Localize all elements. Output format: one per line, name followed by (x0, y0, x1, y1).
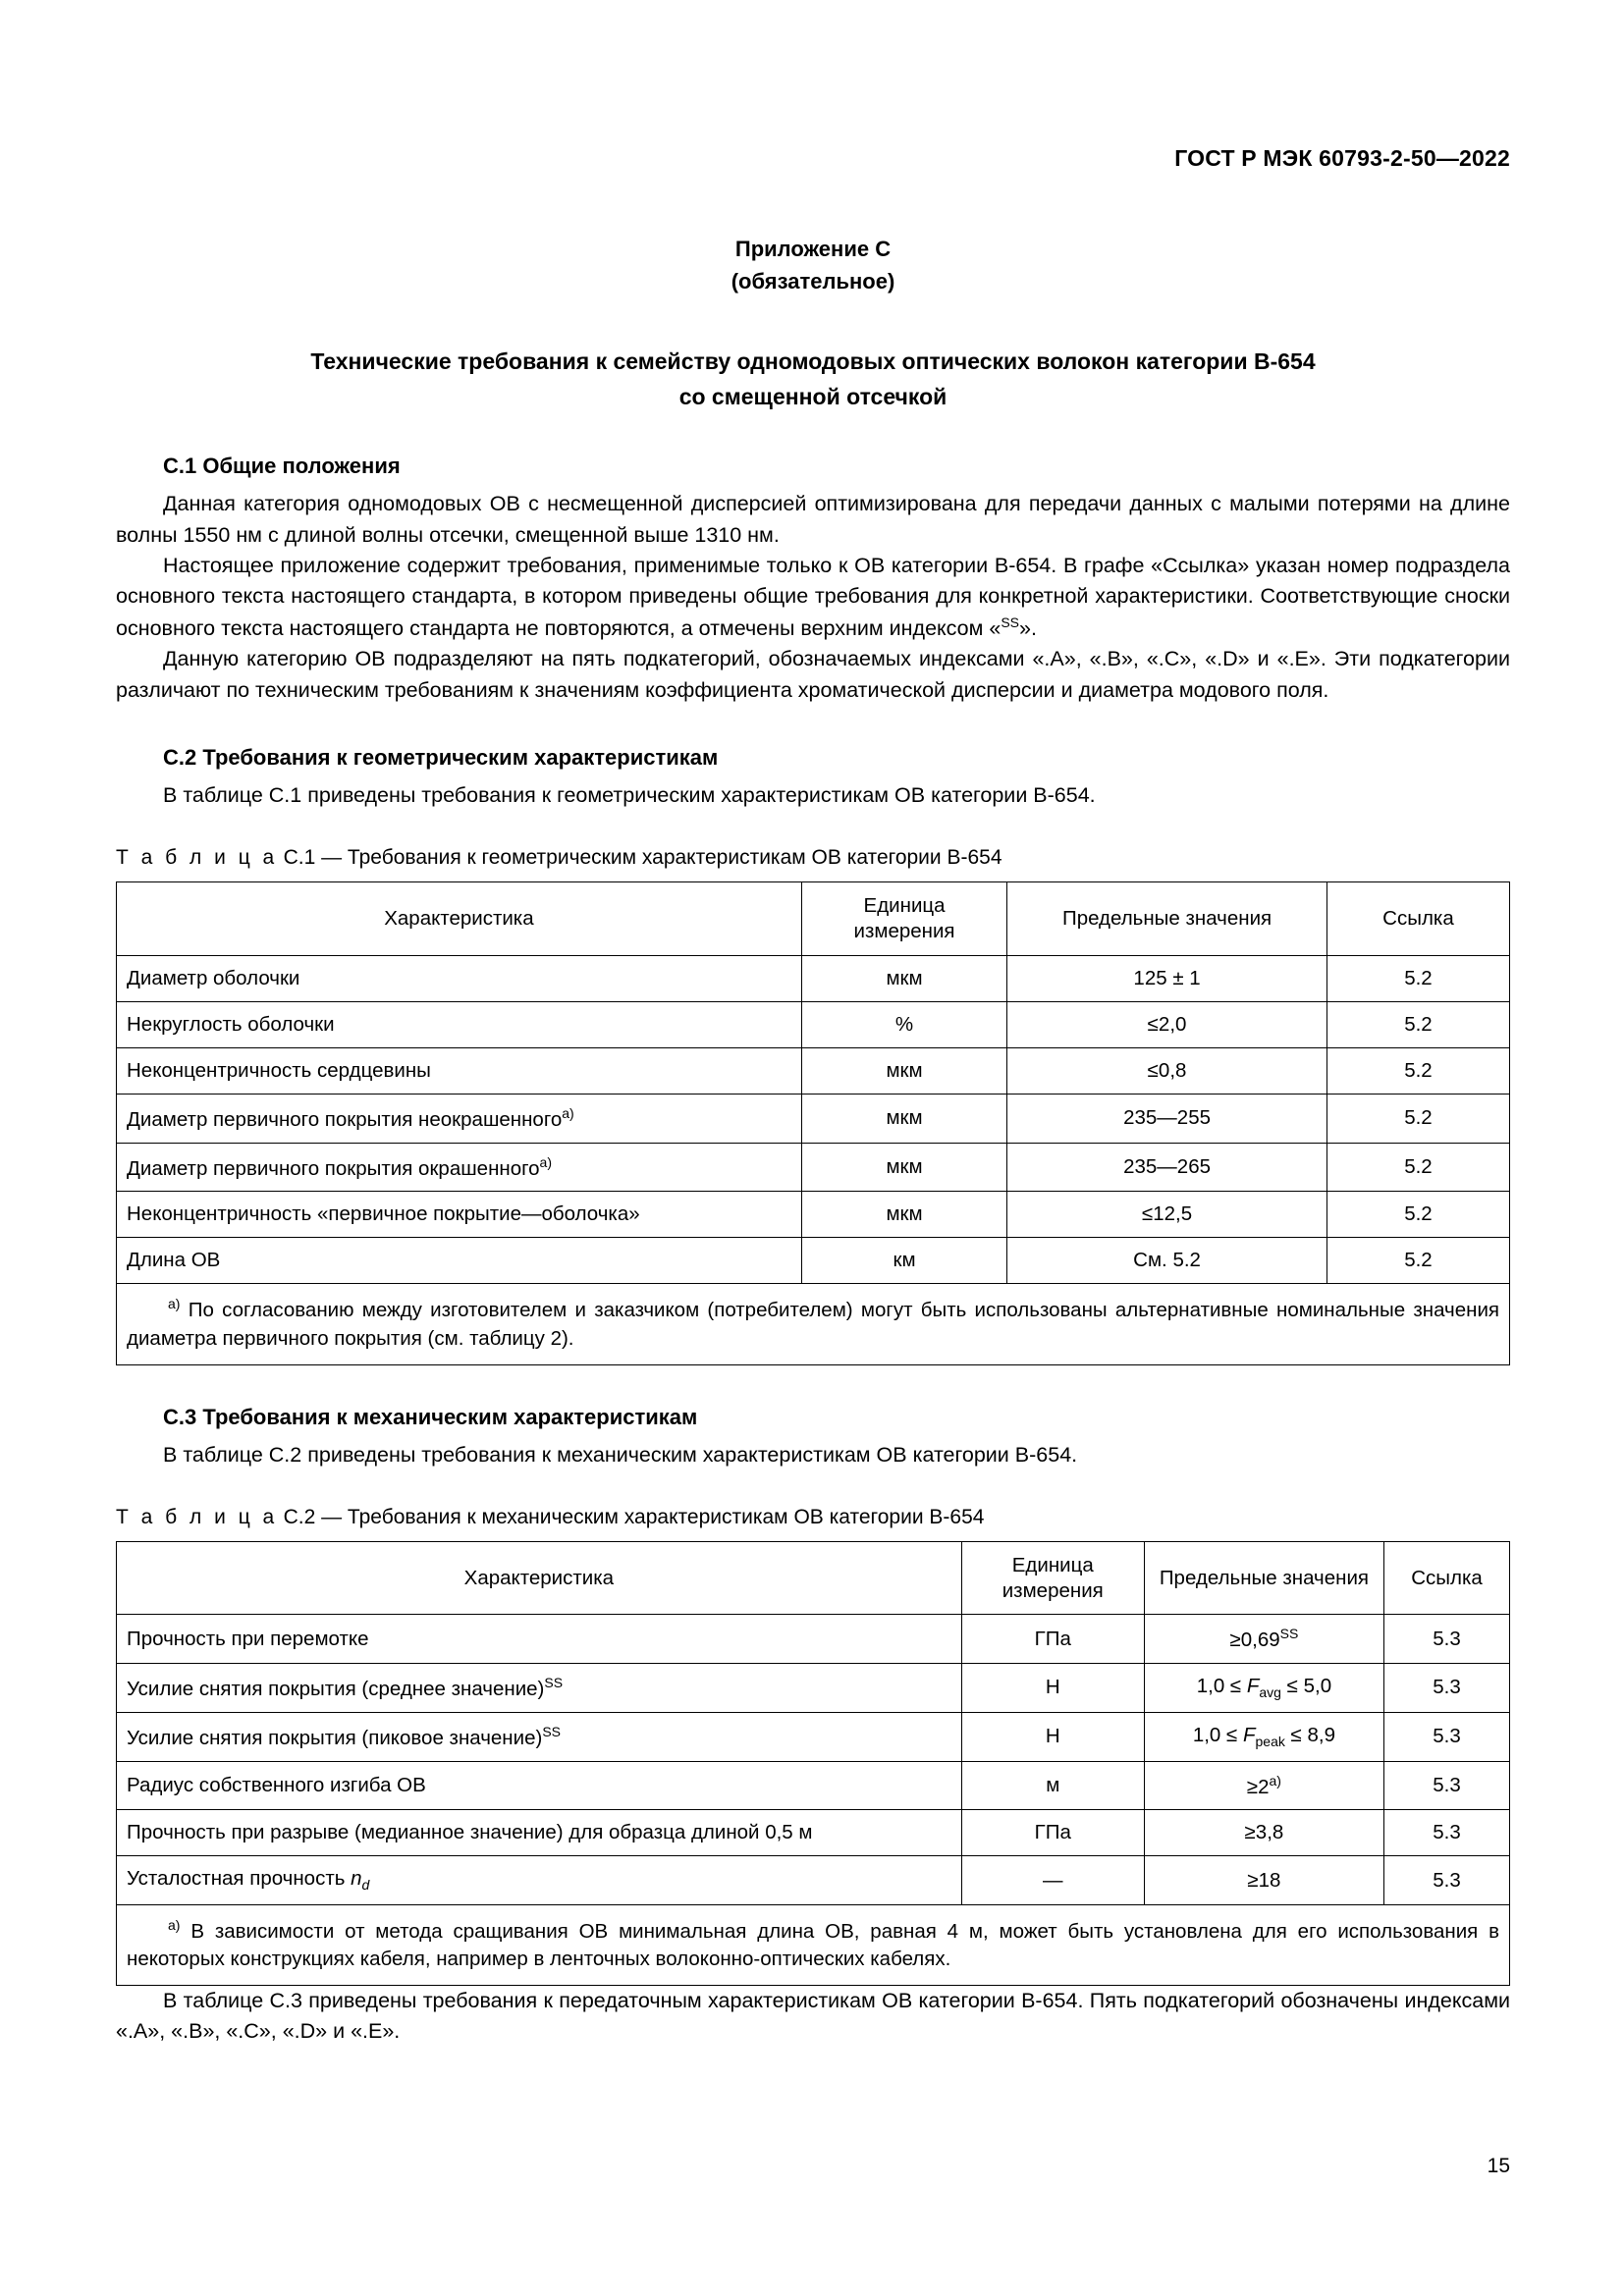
cell-name-superscript: а) (539, 1153, 552, 1170)
cell-unit: ГПа (961, 1615, 1144, 1664)
table-row (117, 1856, 1510, 1904)
main-title-line1: Технические требования к семейству одномодовых оптических волокон категории В-654 (310, 348, 1316, 374)
cell-limit (1144, 1664, 1383, 1713)
appendix-subtitle: (обязательное) (731, 269, 895, 294)
cell-name: Прочность при перемотке (117, 1615, 962, 1664)
table-row (117, 955, 1510, 1001)
main-title-line2: со смещенной отсечкой (678, 383, 947, 409)
cell-ref: 5.2 (1326, 1192, 1509, 1238)
cell-name-text: Усилие снятия покрытия (среднее значение) (127, 1677, 545, 1700)
cell-ref: 5.2 (1326, 1094, 1509, 1143)
page-number: 15 (1487, 2155, 1510, 2177)
table-c1-footnote (117, 1284, 1510, 1364)
cell-limit: 125 ± 1 (1007, 955, 1327, 1001)
c1-p2-part-b: ». (1019, 615, 1037, 640)
cell-ref: 5.3 (1384, 1615, 1510, 1664)
cell-name (117, 1143, 802, 1192)
cell-name: Длина ОВ (117, 1238, 802, 1284)
appendix-title: Приложение С (734, 237, 892, 261)
cell-unit: мкм (801, 1094, 1006, 1143)
c1-p2-superscript: SS (1001, 614, 1020, 630)
cell-name (117, 1094, 802, 1143)
table-row (117, 1761, 1510, 1810)
table-row (117, 1664, 1510, 1713)
section-c1-paragraph-1: Данная категория одномодовых ОВ с несмещенной дисперсией оптимизирована для передачи данных с малыми потерями на длине волны 1550 нм с длиной волны отсечки, смещенной выше 1310 нм. (116, 492, 1510, 547)
table-c1-header-row (117, 882, 1510, 955)
page-content (116, 0, 1510, 2048)
cell-unit: ГПа (961, 1810, 1144, 1856)
cell-unit: — (961, 1856, 1144, 1904)
cell-unit: % (801, 1001, 1006, 1047)
table-c1 (116, 881, 1510, 1364)
footnote-marker: а) (168, 1916, 181, 1933)
appendix-main-title (116, 345, 1510, 414)
cell-unit: Н (961, 1664, 1144, 1713)
cell-name-superscript: SS (542, 1723, 561, 1739)
cell-name: Неконцентричность «первичное покрытие—оболочка» (117, 1192, 802, 1238)
footnote-marker: а) (168, 1296, 181, 1312)
table-c2-col-unit: Единица измерения (961, 1541, 1144, 1614)
cell-limit (1144, 1712, 1383, 1761)
table-c1-col-limits: Предельные значения (1007, 882, 1327, 955)
cell-limit-text: ≥0,69 (1229, 1629, 1280, 1651)
cell-limit: 235—255 (1007, 1094, 1327, 1143)
cell-limit-prefix: 1,0 ≤ (1192, 1724, 1243, 1747)
cell-ref: 5.3 (1384, 1664, 1510, 1713)
final-paragraph: В таблице С.3 приведены требования к передаточным характеристикам ОВ категории В-654. Пять подкатегорий обозначены индексами «.А», «.В», «.С», «.D» и «.Е». (116, 1988, 1510, 2044)
cell-unit: Н (961, 1712, 1144, 1761)
cell-ref: 5.2 (1326, 1047, 1509, 1094)
cell-name: Радиус собственного изгиба ОВ (117, 1761, 962, 1810)
cell-limit-subscript: peak (1255, 1734, 1285, 1750)
cell-limit-superscript: SS (1279, 1626, 1299, 1642)
cell-ref: 5.3 (1384, 1856, 1510, 1904)
section-c1-heading: С.1 Общие положения (163, 454, 401, 479)
table-c1-caption (116, 846, 1510, 870)
cell-limit-subscript: avg (1259, 1684, 1281, 1701)
cell-unit: км (801, 1238, 1006, 1284)
cell-limit: ≤0,8 (1007, 1047, 1327, 1094)
table-row (117, 1143, 1510, 1192)
cell-limit-superscript: а) (1269, 1772, 1281, 1789)
cell-ref: 5.2 (1326, 1001, 1509, 1047)
cell-name: Диаметр оболочки (117, 955, 802, 1001)
cell-name-text: Диаметр первичного покрытия окрашенного (127, 1156, 540, 1180)
cell-limit: 235—265 (1007, 1143, 1327, 1192)
cell-limit: ≤12,5 (1007, 1192, 1327, 1238)
table-c2-col-reference: Ссылка (1384, 1541, 1510, 1614)
cell-limit (1144, 1615, 1383, 1664)
table-row (117, 1047, 1510, 1094)
cell-name-variable: n (351, 1867, 362, 1891)
cell-limit-suffix: ≤ 8,9 (1284, 1724, 1335, 1747)
cell-unit: мкм (801, 1047, 1006, 1094)
footnote-text: По согласованию между изготовителем и заказчиком (потребителем) могут быть использованы альтернативные номинальные значения диаметра первичного покрытия (см. таблицу 2). (127, 1299, 1499, 1350)
page-header: ГОСТ Р МЭК 60793-2-50—2022 (1174, 145, 1510, 171)
table-c1-col-characteristic: Характеристика (117, 882, 802, 955)
section-c3-heading: С.3 Требования к механическим характеристикам (163, 1404, 698, 1429)
cell-name (117, 1856, 962, 1904)
table-c2 (116, 1541, 1510, 1986)
section-c3-paragraph-1: В таблице С.2 приведены требования к механическим характеристикам ОВ категории В-654. (163, 1442, 1078, 1467)
cell-limit: ≥3,8 (1144, 1810, 1383, 1856)
cell-name-subscript: d (361, 1877, 370, 1894)
table-c1-col-unit: Единица измерения (801, 882, 1006, 955)
section-c1-paragraph-2 (116, 551, 1510, 644)
cell-limit (1144, 1761, 1383, 1810)
c1-p2-part-a: Настоящее приложение содержит требования, применимые только к ОВ категории В-654. В графе «Ссылка» указан номер подраздела основного текста настоящего стандарта, в котором приведены общие требования для конкретной характеристики. Соответствующие сноски основного текста настоящего стандарта не повторяются, а отмечены верхним индексом « (116, 554, 1510, 640)
cell-ref: 5.2 (1326, 955, 1509, 1001)
table-c1-caption-text: С.1 — Требования к геометрическим характеристикам ОВ категории В-654 (283, 846, 1002, 870)
footnote-text: В зависимости от метода сращивания ОВ минимальная длина ОВ, равная 4 м, может быть установлена для его использования в некоторых конструкциях кабеля, например в ленточных волоконно-оптических кабелях. (127, 1919, 1499, 1971)
table-row (117, 1712, 1510, 1761)
table-c2-caption-text: С.2 — Требования к механическим характеристикам ОВ категории В-654 (283, 1505, 985, 1528)
cell-limit-variable: F (1242, 1724, 1256, 1747)
table-c1-note-row (117, 1284, 1510, 1364)
cell-limit: ≤2,0 (1007, 1001, 1327, 1047)
table-c2-caption (116, 1506, 1510, 1529)
section-c2-paragraph-1: В таблице С.1 приведены требования к геометрическим характеристикам ОВ категории В-654. (163, 783, 1096, 808)
cell-unit: мкм (801, 1143, 1006, 1192)
cell-name-text: Усталостная прочность (127, 1867, 352, 1891)
cell-ref: 5.2 (1326, 1143, 1509, 1192)
table-c2-footnote (117, 1904, 1510, 1985)
table-c2-col-limits: Предельные значения (1144, 1541, 1383, 1614)
cell-name: Прочность при разрыве (медианное значение) для образца длиной 0,5 м (117, 1810, 962, 1856)
table-c1-col-reference: Ссылка (1326, 882, 1509, 955)
cell-name-superscript: а) (562, 1104, 574, 1121)
cell-limit: ≥18 (1144, 1856, 1383, 1904)
table-c2-header-row (117, 1541, 1510, 1614)
table-c2-col-characteristic: Характеристика (117, 1541, 962, 1614)
table-row (117, 1094, 1510, 1143)
cell-unit: м (961, 1761, 1144, 1810)
cell-limit-prefix: 1,0 ≤ (1196, 1675, 1247, 1698)
cell-unit: мкм (801, 1192, 1006, 1238)
cell-name-superscript: SS (544, 1675, 564, 1690)
table-row (117, 1192, 1510, 1238)
cell-name (117, 1664, 962, 1713)
cell-name: Неконцентричность сердцевины (117, 1047, 802, 1094)
section-c1-paragraph-3: Данную категорию ОВ подразделяют на пять подкатегорий, обозначаемых индексами «.А», «.В», «.С», «.D» и «.Е». Эти подкатегории различают по техническим требованиям к значениям коэффициента хроматической дисперсии и диаметра модового поля. (116, 647, 1510, 702)
cell-ref: 5.3 (1384, 1761, 1510, 1810)
cell-name-text: Диаметр первичного покрытия неокрашенного (127, 1107, 563, 1131)
cell-limit-text: ≥2 (1246, 1775, 1270, 1798)
cell-limit: См. 5.2 (1007, 1238, 1327, 1284)
cell-limit-variable: F (1246, 1675, 1260, 1698)
table-c2-note-row (117, 1904, 1510, 1985)
table-row (117, 1810, 1510, 1856)
table-row (117, 1238, 1510, 1284)
cell-ref: 5.2 (1326, 1238, 1509, 1284)
cell-name: Некруглость оболочки (117, 1001, 802, 1047)
section-c2-heading: С.2 Требования к геометрическим характеристикам (163, 745, 719, 771)
cell-ref: 5.3 (1384, 1712, 1510, 1761)
table-row (117, 1001, 1510, 1047)
table-c1-caption-label: Т а б л и ц а (116, 846, 278, 870)
cell-name-text: Усилие снятия покрытия (пиковое значение) (127, 1726, 543, 1749)
cell-name (117, 1712, 962, 1761)
cell-ref: 5.3 (1384, 1810, 1510, 1856)
table-c2-caption-label: Т а б л и ц а (116, 1505, 278, 1528)
table-row (117, 1615, 1510, 1664)
cell-limit-suffix: ≤ 5,0 (1280, 1675, 1332, 1698)
cell-unit: мкм (801, 955, 1006, 1001)
